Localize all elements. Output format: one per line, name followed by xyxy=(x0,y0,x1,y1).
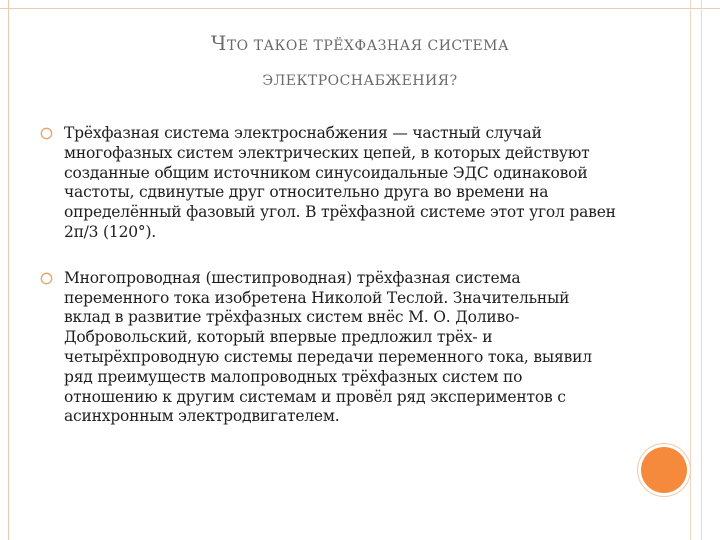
circle-outline-bullet-icon xyxy=(40,127,53,140)
frame-top-line xyxy=(0,8,720,9)
bullet-item xyxy=(40,124,620,243)
frame-right-inner-line xyxy=(701,0,702,540)
title-line1-rest: ТО ТАКОЕ ТРЁХФАЗНАЯ СИСТЕМА xyxy=(226,38,510,54)
frame-right-panel xyxy=(690,0,720,540)
bullet-text: Многопроводная (шестипроводная) трёхфазная система переменного тока изобретена Николой Теслой. Значительный вклад в развитие трёхфазных систем внёс М. О. Доливо-Добровольский, который впервые предложил трёх- и четырёхпроводную системы передачи переменного тока, выявил ряд преимуществ малопроводных трёхфазных систем по отношению к другим системам и провёл ряд экспериментов с асинхронным электродвигателем. xyxy=(64,268,592,426)
bullet-item xyxy=(40,269,620,427)
slide-title-line1 xyxy=(120,26,600,63)
title-line2-text: ЭЛЕКТРОСНАБЖЕНИЯ? xyxy=(262,73,458,89)
slide-title-line2 xyxy=(120,63,600,98)
title-initial-cap: Ч xyxy=(210,31,227,55)
bullet-text: Трёхфазная система электроснабжения — частный случай многофазных систем электрических цепей, в которых действуют созданные общим источником синусоидальные ЭДС одинаковой частоты, сдвинутые друг относительно друга во времени на определённый фазовый угол. В трёхфазной системе этот угол равен 2π/3 (120°). xyxy=(64,124,616,241)
slide-title xyxy=(120,26,600,98)
decorative-orange-circle xyxy=(641,447,687,493)
frame-left-line xyxy=(8,0,9,540)
slide-content xyxy=(40,124,620,453)
circle-outline-bullet-icon xyxy=(40,272,53,285)
